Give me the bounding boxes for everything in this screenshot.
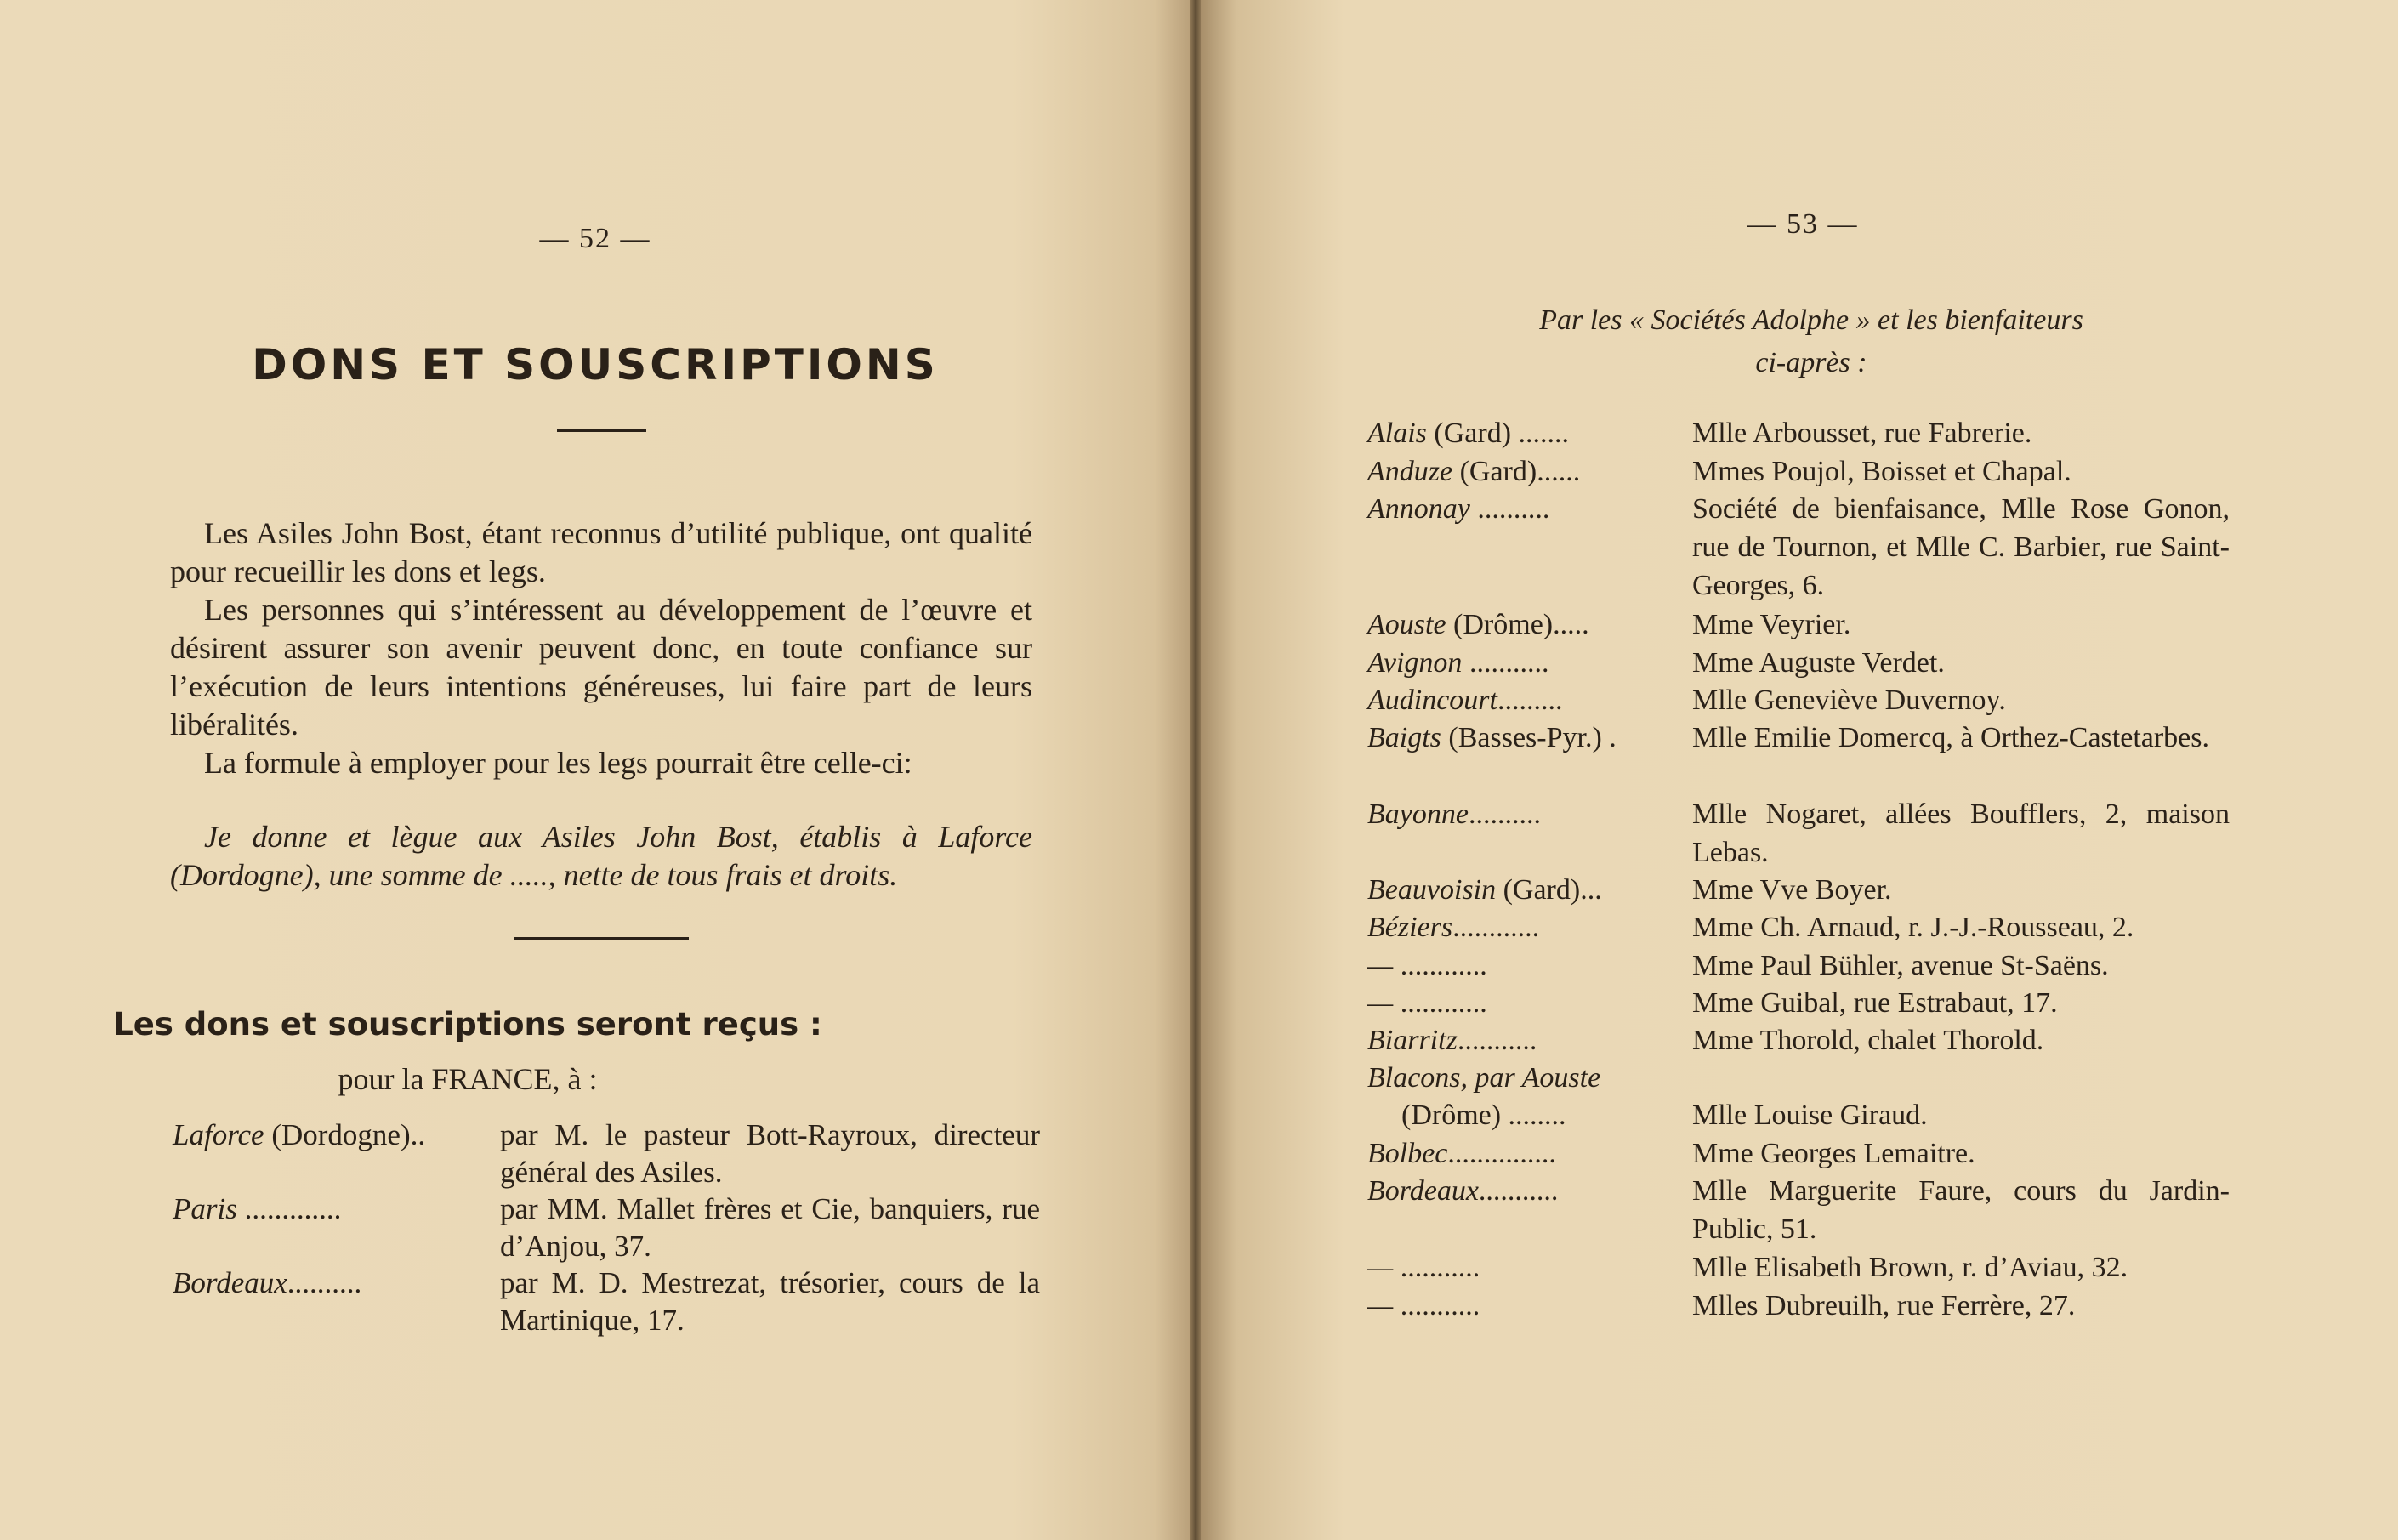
entry-place: Bordeaux [1367, 1175, 1479, 1207]
entry-place: — [1367, 950, 1394, 981]
entry-place-note: (Dordogne).. [264, 1118, 426, 1151]
page-number-right: — 53 — [1747, 208, 1859, 240]
entry-desc: Mlle Emilie Domercq, à Orthez-Castetarbes. [1692, 722, 2209, 753]
entry-place: Laforce [173, 1118, 264, 1151]
entry-place: — [1367, 1252, 1394, 1283]
donors-intro-line2: ci-après : [1755, 347, 1867, 378]
entry-place-cell [1367, 871, 1602, 909]
paragraph-1: Les Asiles John Bost, étant reconnus d’utilité publique, ont qualité pour recueillir les dons et legs. [170, 516, 1032, 588]
entry-desc: Mme Vve Boyer. [1692, 874, 1892, 906]
entry-place-cell [1367, 719, 1617, 757]
entry-place-note: .......... [287, 1266, 362, 1299]
entry-place-cell [1367, 1287, 1480, 1325]
entry-desc: Mlle Geneviève Duvernoy. [1692, 685, 2006, 716]
entry-place: Audincourt [1367, 685, 1497, 716]
book-gutter [1190, 0, 1201, 1540]
entry-place-note: (Gard)... [1496, 874, 1602, 906]
entry-place-note: (Gard)...... [1452, 456, 1581, 487]
entry-place-cell [1367, 1134, 1556, 1173]
entry-desc: Mme Georges Lemaitre. [1692, 1138, 1975, 1169]
entry-desc: Mlle Louise Giraud. [1692, 1100, 1928, 1131]
entry-place: Avignon [1367, 647, 1463, 679]
receipt-subheading: pour la FRANCE, à : [338, 1062, 598, 1096]
entry-place: — [1367, 987, 1394, 1019]
entry-place-cell [1367, 490, 1549, 528]
title-rule [557, 429, 646, 432]
entry-place-cell [1367, 414, 1569, 452]
entry-place-cell [1367, 681, 1562, 719]
entry-place: Anduze [1367, 456, 1453, 487]
entry-place-cell [1367, 1059, 1600, 1097]
entry-place-cell [1401, 1096, 1566, 1134]
entry-desc: Mlle Elisabeth Brown, r. d’Aviau, 32. [1692, 1252, 2128, 1283]
entry-place: Paris [173, 1192, 237, 1225]
entry-desc: Mlle Nogaret, allées Boufflers, 2, maison Lebas. [1692, 798, 2230, 868]
entry-desc: par M. le pasteur Bott-Rayroux, directeur général des Asiles. [500, 1118, 1040, 1189]
entry-place-note: ........... [1478, 1175, 1559, 1207]
entry-place-note: ............ [1452, 912, 1540, 943]
entry-place-cell [1367, 946, 1487, 985]
entry-place-cell [1367, 605, 1589, 644]
intro-text [170, 514, 1032, 782]
entry-place: Aouste [1367, 609, 1446, 640]
entry-place: Bayonne [1367, 798, 1469, 830]
entry-place: Blacons, par Aouste [1367, 1062, 1601, 1094]
entry-desc: Mme Ch. Arnaud, r. J.-J.-Rousseau, 2. [1692, 912, 2134, 943]
entry-place-note: ........... [1457, 1025, 1537, 1056]
entry-place-note: .......... [1469, 493, 1550, 525]
entry-place: Baigts [1367, 722, 1441, 753]
entry-place: Béziers [1367, 912, 1453, 943]
entry-desc: par MM. Mallet frères et Cie, banquiers, rue d’Anjou, 37. [500, 1192, 1040, 1263]
page-title: DONS ET SOUSCRIPTIONS [252, 340, 939, 389]
entry-place-cell [1367, 984, 1487, 1022]
entry-place-note: ............ [1393, 987, 1487, 1019]
entry-desc: Mme Auguste Verdet. [1692, 647, 1945, 679]
entry-place: Annonay [1367, 493, 1470, 525]
entry-place-cell [1367, 795, 1541, 833]
entry-desc: Mme Paul Bühler, avenue St-Saëns. [1692, 950, 2109, 981]
paragraph-3: La formule à employer pour les legs pourrait être celle-ci: [204, 746, 912, 780]
receipt-heading: Les dons et souscriptions seront reçus : [113, 1006, 822, 1043]
legacy-formula [170, 818, 1032, 895]
entry-place: Beauvoisin [1367, 874, 1497, 906]
entry-place-note: (Basses-Pyr.) . [1441, 722, 1617, 753]
entry-place-note: ........... [1393, 1290, 1480, 1321]
entry-desc: Mlles Dubreuilh, rue Ferrère, 27. [1692, 1290, 2076, 1321]
entry-place-note: (Drôme) ........ [1401, 1100, 1566, 1131]
entry-place: — [1367, 1290, 1394, 1321]
entry-place-note: ............ [1393, 950, 1487, 981]
entry-desc: Mme Guibal, rue Estrabaut, 17. [1692, 987, 2058, 1019]
entry-place-cell [1367, 1172, 1558, 1210]
section-rule [514, 937, 689, 940]
entry-desc: Mme Veyrier. [1692, 609, 1851, 640]
entry-place-cell [1367, 452, 1580, 491]
entry-place-note: ........... [1393, 1252, 1480, 1283]
entry-place-cell [1367, 644, 1548, 682]
entry-place-cell [1367, 908, 1539, 946]
entry-place: Bordeaux [173, 1266, 287, 1299]
entry-place-note: (Gard) ....... [1426, 418, 1570, 449]
paragraph-2: Les personnes qui s’intéressent au développement de l’œuvre et désirent assurer son avenir peuvent donc, en toute confiance sur l’exécution de leurs intentions généreuses, lui faire part de leurs libéralités. [170, 593, 1032, 742]
entry-place-note: ............... [1447, 1138, 1556, 1169]
entry-place: Bolbec [1367, 1138, 1448, 1169]
entry-place-note: (Drôme)..... [1446, 609, 1589, 640]
entry-desc: Mlle Arbousset, rue Fabrerie. [1692, 418, 2032, 449]
donors-intro-line1: Par les « Sociétés Adolphe » et les bienfaiteurs [1539, 304, 2083, 336]
entry-place: Alais [1367, 418, 1427, 449]
entry-desc: Mlle Marguerite Faure, cours du Jardin-Public, 51. [1692, 1175, 2230, 1245]
entry-place-cell [1367, 1248, 1480, 1287]
entry-desc: Mme Thorold, chalet Thorold. [1692, 1025, 2044, 1056]
page-number-left: — 52 — [539, 223, 651, 254]
formula-text: Je donne et lègue aux Asiles John Bost, établis à Laforce (Dordogne), une somme de ....., nette de tous frais et droits. [170, 820, 1032, 892]
entry-place-note: ............. [236, 1192, 342, 1225]
entry-desc: Société de bienfaisance, Mlle Rose Gonon, rue de Tournon, et Mlle C. Barbier, rue Saint-Georges, 6. [1692, 493, 2230, 601]
entry-place-note: ......... [1497, 685, 1563, 716]
entry-place-note: .......... [1468, 798, 1541, 830]
entry-place-cell [1367, 1021, 1537, 1060]
entry-place-note: ........... [1462, 647, 1549, 679]
entry-place: Biarritz [1367, 1025, 1458, 1056]
entry-desc: par M. D. Mestrezat, trésorier, cours de la Martinique, 17. [500, 1266, 1040, 1337]
entry-desc: Mmes Poujol, Boisset et Chapal. [1692, 456, 2071, 487]
